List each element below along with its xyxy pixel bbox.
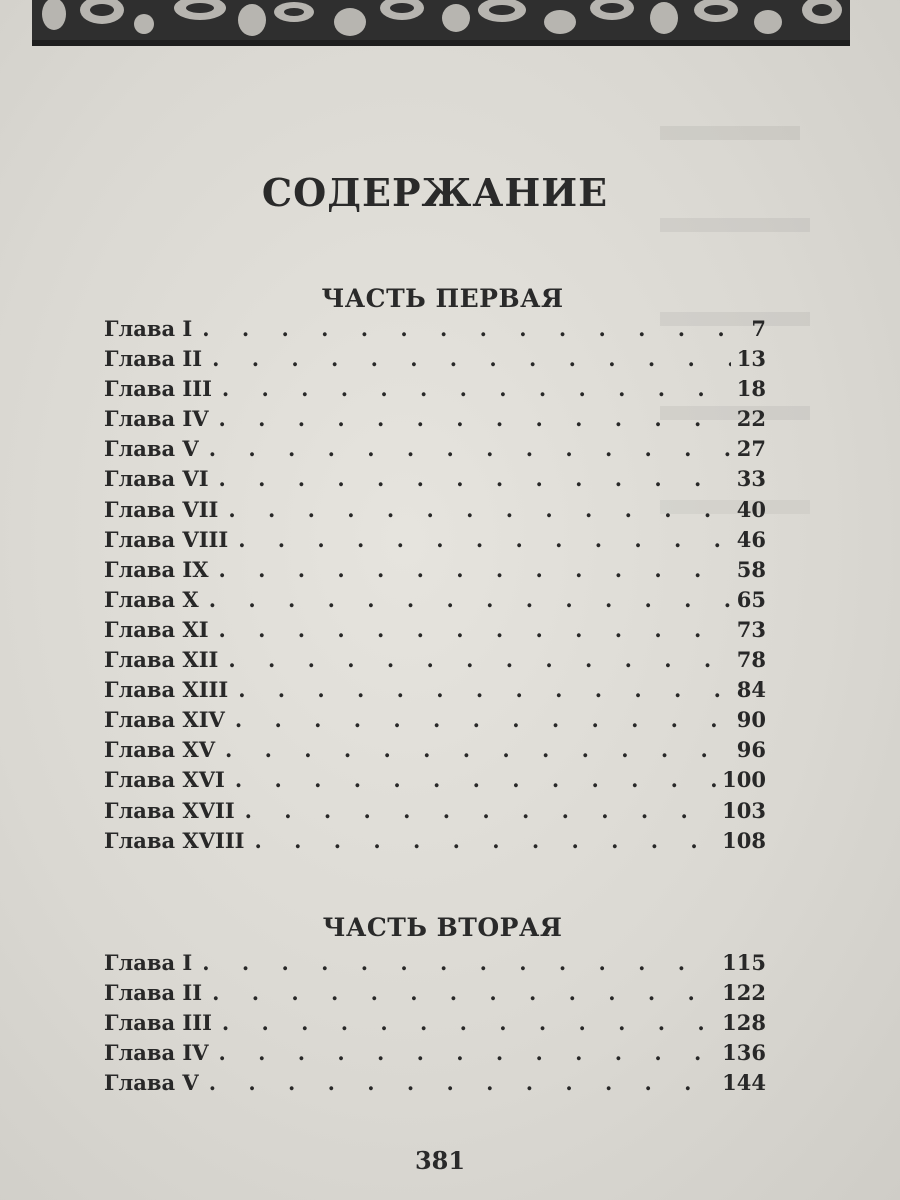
toc-entry[interactable]: [104, 647, 766, 677]
toc-entry[interactable]: [104, 1040, 766, 1070]
part-one-chapter-list: [104, 316, 766, 858]
chapter-page-number: 22: [736, 406, 766, 432]
chapter-page-number: 96: [736, 737, 766, 763]
dot-leader: [219, 617, 731, 642]
toc-entry[interactable]: [104, 1010, 766, 1040]
chapter-page-number: 13: [736, 346, 766, 372]
dot-leader: [245, 798, 717, 823]
chapter-page-number: 33: [736, 466, 766, 492]
chapter-page-number: 90: [736, 707, 766, 733]
toc-entry[interactable]: [104, 980, 766, 1010]
part-two-title: ЧАСТЬ ВТОРАЯ: [322, 913, 563, 942]
toc-entry[interactable]: [104, 587, 766, 617]
dot-leader: [212, 346, 731, 371]
chapter-label: Глава XIV: [104, 707, 225, 733]
chapter-label: Глава III: [104, 1010, 212, 1036]
dot-leader: [222, 1010, 716, 1035]
chapter-label: Глава III: [104, 376, 212, 402]
toc-entry[interactable]: [104, 466, 766, 496]
dot-leader: [209, 1070, 716, 1095]
dot-leader: [202, 950, 716, 975]
chapter-label: Глава IV: [104, 1040, 209, 1066]
chapter-label: Глава VII: [104, 496, 219, 522]
part-one-title: ЧАСТЬ ПЕРВАЯ: [321, 284, 564, 313]
chapter-label: Глава IV: [104, 406, 209, 432]
chapter-page-number: 84: [736, 677, 766, 703]
chapter-page-number: 103: [722, 797, 766, 823]
chapter-page-number: 128: [722, 1010, 766, 1036]
chapter-label: Глава XVI: [104, 767, 225, 793]
chapter-label: Глава X: [104, 586, 199, 612]
chapter-page-number: 73: [736, 616, 766, 642]
chapter-label: Глава I: [104, 950, 193, 975]
chapter-label: Глава V: [104, 436, 199, 462]
toc-entry[interactable]: [104, 497, 766, 527]
chapter-page-number: 144: [722, 1070, 766, 1096]
dot-leader: [228, 647, 730, 672]
chapter-page-number: 65: [736, 586, 766, 612]
dot-leader: [238, 527, 731, 552]
dot-leader: [254, 828, 716, 853]
dot-leader: [222, 376, 731, 401]
toc-entry[interactable]: [104, 346, 766, 376]
chapter-page-number: 18: [736, 376, 766, 402]
chapter-label: Глава IX: [104, 556, 209, 582]
toc-entry[interactable]: [104, 798, 766, 828]
chapter-page-number: 100: [722, 767, 766, 793]
dot-leader: [219, 406, 731, 431]
chapter-label: Глава VI: [104, 466, 209, 492]
toc-entry[interactable]: [104, 557, 766, 587]
chapter-page-number: 58: [736, 556, 766, 582]
dot-leader: [219, 466, 731, 491]
chapter-page-number: 108: [722, 827, 766, 853]
toc-entry[interactable]: [104, 316, 766, 346]
chapter-label: Глава XIII: [104, 677, 229, 703]
chapter-page-number: 122: [722, 980, 766, 1006]
dot-leader: [219, 557, 731, 582]
dot-leader: [202, 316, 740, 341]
chapter-label: Глава XV: [104, 737, 216, 763]
chapter-page-number: 115: [722, 950, 766, 975]
chapter-page-number: 40: [736, 496, 766, 522]
dot-leader: [212, 980, 716, 1005]
dot-leader: [228, 497, 730, 522]
toc-entry[interactable]: [104, 376, 766, 406]
toc-entry[interactable]: [104, 1070, 766, 1100]
chapter-label: Глава VIII: [104, 526, 229, 552]
toc-entry[interactable]: [104, 677, 766, 707]
chapter-label: Глава XII: [104, 647, 219, 673]
toc-entry[interactable]: [104, 950, 766, 980]
chapter-page-number: 27: [736, 436, 766, 462]
chapter-label: Глава XI: [104, 616, 209, 642]
part-two-chapter-list: [104, 950, 766, 1100]
decorative-engraved-border: [32, 0, 850, 46]
chapter-label: Глава XVIII: [104, 827, 245, 853]
chapter-page-number: 46: [736, 526, 766, 552]
chapter-label: Глава II: [104, 346, 203, 372]
chapter-page-number: 7: [751, 316, 766, 341]
chapter-label: Глава I: [104, 316, 193, 341]
dot-leader: [219, 1040, 717, 1065]
chapter-label: Глава V: [104, 1070, 199, 1096]
dot-leader: [225, 737, 731, 762]
toc-entry[interactable]: [104, 737, 766, 767]
toc-entry[interactable]: [104, 436, 766, 466]
dot-leader: [209, 587, 731, 612]
toc-entry[interactable]: [104, 767, 766, 797]
chapter-page-number: 136: [722, 1040, 766, 1066]
dot-leader: [235, 767, 716, 792]
chapter-page-number: 78: [736, 647, 766, 673]
dot-leader: [209, 436, 731, 461]
toc-entry[interactable]: [104, 406, 766, 436]
contents-title: СОДЕРЖАНИЕ: [261, 170, 609, 215]
chapter-label: Глава XVII: [104, 797, 235, 823]
toc-entry[interactable]: [104, 707, 766, 737]
page-number: 381: [414, 1146, 466, 1175]
toc-entry[interactable]: [104, 527, 766, 557]
dot-leader: [238, 677, 731, 702]
toc-entry[interactable]: [104, 828, 766, 858]
dot-leader: [235, 707, 731, 732]
toc-entry[interactable]: [104, 617, 766, 647]
chapter-label: Глава II: [104, 980, 203, 1006]
